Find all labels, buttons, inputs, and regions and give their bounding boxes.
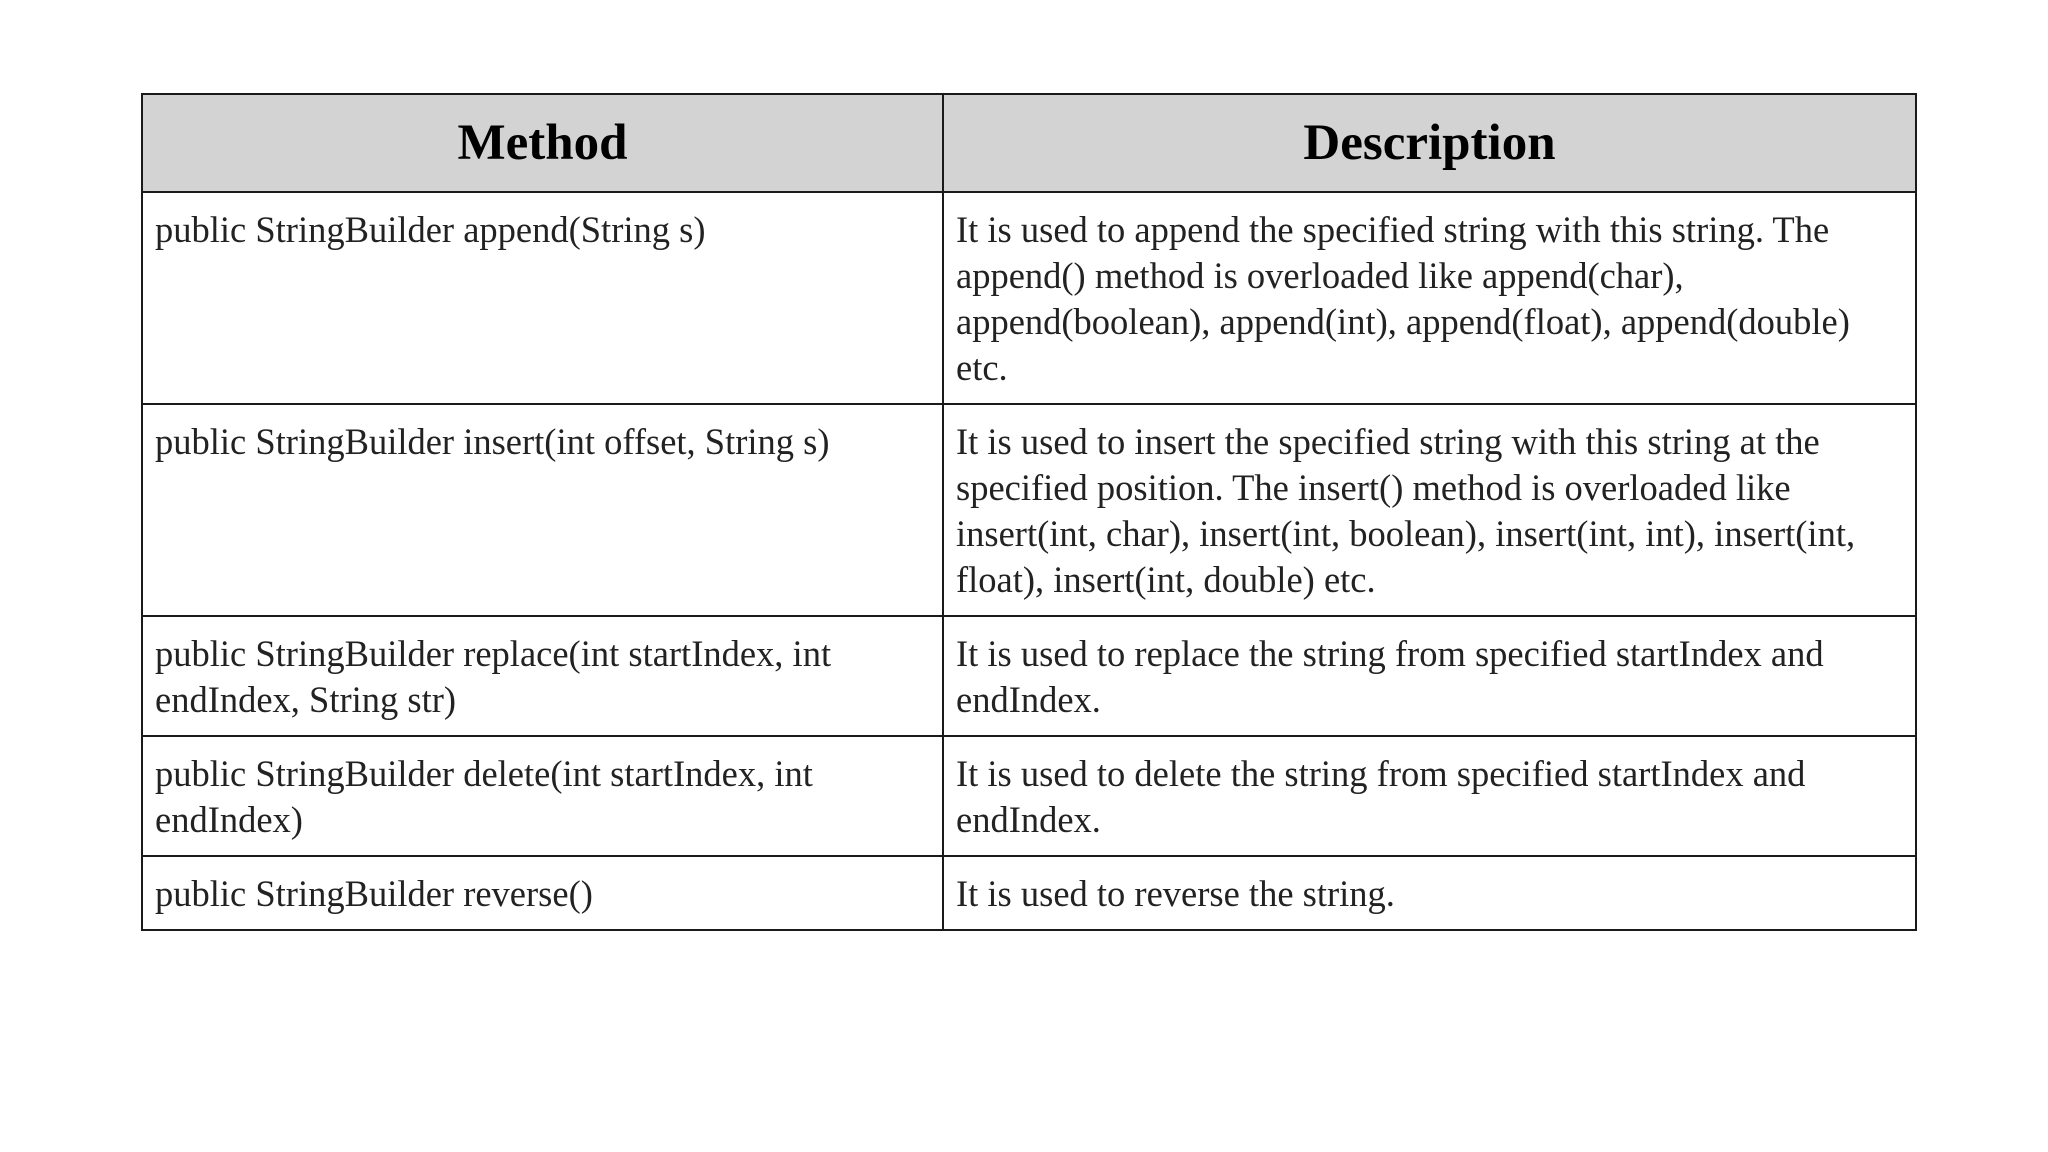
header-description: Description (943, 94, 1916, 192)
description-cell: It is used to replace the string from specified startIndex and endIndex. (943, 616, 1916, 736)
header-row (142, 94, 1916, 192)
header-method: Method (142, 94, 943, 192)
table-row (142, 404, 1916, 616)
method-cell: public StringBuilder reverse() (142, 856, 943, 930)
table-row (142, 856, 1916, 930)
description-cell: It is used to delete the string from specified startIndex and endIndex. (943, 736, 1916, 856)
table-row (142, 192, 1916, 404)
table-header (142, 94, 1916, 192)
description-cell: It is used to insert the specified string with this string at the specified position. The insert() method is overloaded like insert(int, char), insert(int, boolean), insert(int, int), insert(int, float), insert(int, double) etc. (943, 404, 1916, 616)
method-table (141, 93, 1917, 931)
method-cell: public StringBuilder delete(int startIndex, int endIndex) (142, 736, 943, 856)
method-cell: public StringBuilder append(String s) (142, 192, 943, 404)
method-cell: public StringBuilder insert(int offset, String s) (142, 404, 943, 616)
description-cell: It is used to append the specified string with this string. The append() method is overloaded like append(char), append(boolean), append(int), append(float), append(double) etc. (943, 192, 1916, 404)
description-cell: It is used to reverse the string. (943, 856, 1916, 930)
table-row (142, 616, 1916, 736)
table-body (142, 192, 1916, 930)
table-row (142, 736, 1916, 856)
method-cell: public StringBuilder replace(int startIndex, int endIndex, String str) (142, 616, 943, 736)
